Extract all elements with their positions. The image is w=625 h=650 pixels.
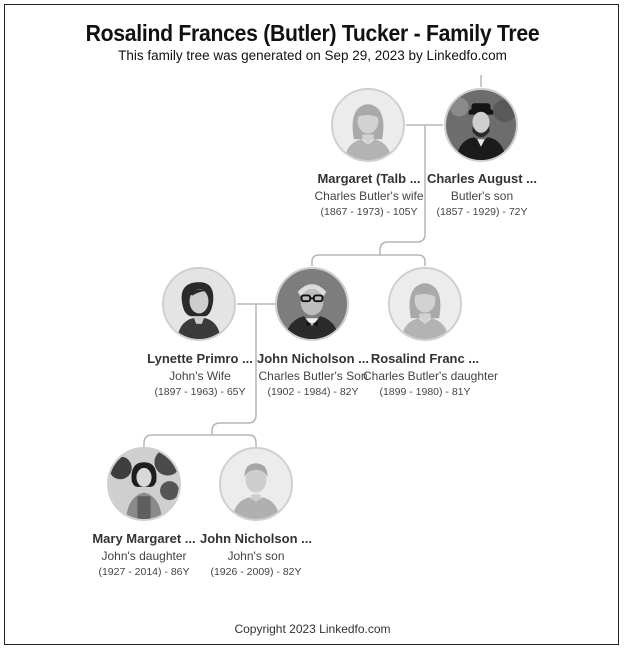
person-name: Charles August ... (426, 171, 538, 186)
person-name: Mary Margaret ... (92, 531, 196, 546)
avatar-margaret[interactable] (331, 88, 405, 162)
person-years: (1902 - 1984) - 82Y (267, 386, 359, 398)
female-avatar-icon (390, 269, 460, 339)
person-relation: John's daughter (101, 549, 187, 563)
person-name: Rosalind Franc ... (370, 351, 480, 366)
portrait-photo-icon (164, 269, 234, 339)
person-years: (1897 - 1963) - 65Y (154, 386, 246, 398)
person-card-margaret[interactable] (307, 171, 431, 218)
avatar-lynette[interactable] (162, 267, 236, 341)
male-avatar-icon (221, 449, 291, 519)
person-relation: Charles Butler's wife (314, 189, 424, 203)
page-subtitle: This family tree was generated on Sep 29, 2023 by Linkedfo.com (118, 48, 507, 63)
person-card-lynette[interactable] (138, 351, 262, 398)
avatar-john-jr[interactable] (219, 447, 293, 521)
avatar-rosalind[interactable] (388, 267, 462, 341)
person-years: (1926 - 2009) - 82Y (210, 566, 302, 578)
avatar-mary[interactable] (107, 447, 181, 521)
person-relation: John's son (227, 549, 285, 563)
female-avatar-icon (333, 90, 403, 160)
person-name: John Nicholson ... (200, 531, 312, 546)
portrait-photo-icon (109, 449, 179, 519)
avatar-john-sr[interactable] (275, 267, 349, 341)
person-card-charles[interactable] (420, 171, 544, 218)
person-years: (1927 - 2014) - 86Y (98, 566, 190, 578)
person-years: (1899 - 1980) - 81Y (379, 386, 471, 398)
portrait-photo-icon (446, 90, 516, 160)
person-card-mary[interactable] (82, 531, 206, 578)
person-name: Lynette Primro ... (147, 351, 253, 366)
copyright-footer: Copyright 2023 Linkedfo.com (234, 622, 391, 636)
person-name: Margaret (Talb ... (317, 171, 421, 186)
person-name: John Nicholson ... (257, 351, 369, 366)
person-card-john-jr[interactable] (194, 531, 318, 578)
person-relation: Charles Butler's daughter (363, 369, 499, 383)
person-years: (1867 - 1973) - 105Y (320, 206, 418, 218)
person-years: (1857 - 1929) - 72Y (436, 206, 528, 218)
person-card-rosalind[interactable] (363, 351, 499, 398)
person-card-john-sr[interactable] (251, 351, 375, 398)
portrait-photo-icon (277, 269, 347, 339)
person-relation: Charles Butler's Son (258, 369, 368, 383)
person-relation: John's Wife (169, 369, 231, 383)
person-relation: Butler's son (450, 189, 514, 203)
avatar-charles[interactable] (444, 88, 518, 162)
page-title: Rosalind Frances (Butler) Tucker - Family Tree (85, 20, 540, 46)
